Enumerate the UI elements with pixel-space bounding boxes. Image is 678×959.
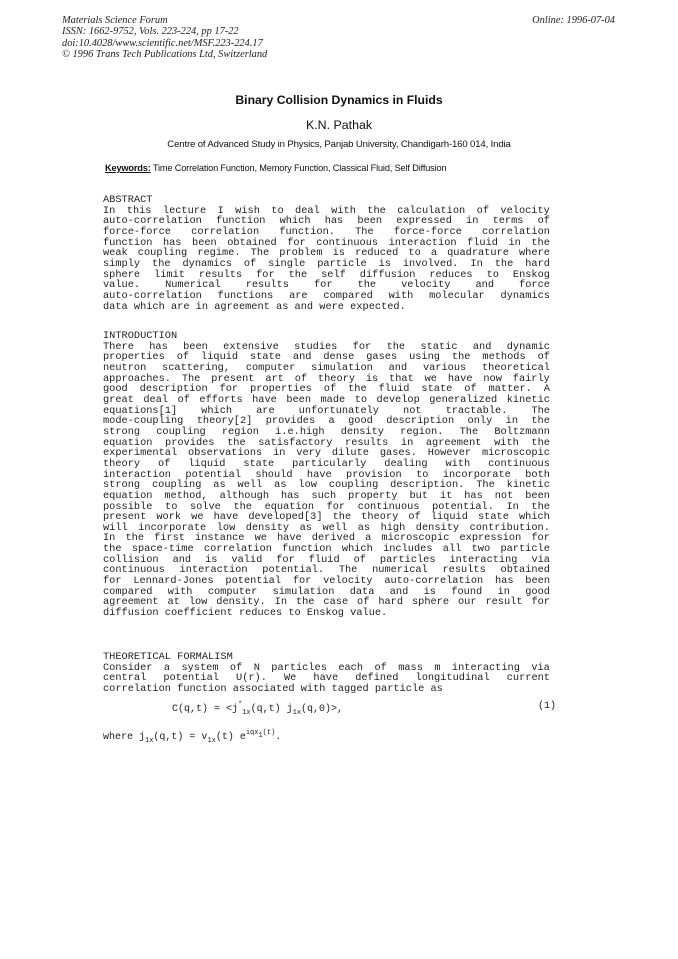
abstract-body — [103, 206, 550, 313]
text-line: great deal of efforts have been made to develop generalized kinetic — [103, 393, 550, 406]
author-name: K.N. Pathak — [305, 118, 373, 132]
text-line: for Lennard-Jones potential for velocity auto-correlation has been — [103, 575, 550, 588]
text-line: Consider a system of N particles each of mass m interacting via — [103, 661, 550, 674]
text-line: equations[1] which are unfortunately not tractable. The — [103, 404, 550, 417]
text-line: strong coupling as well as low coupling description. The kinetic — [103, 479, 550, 492]
text-line: value. Numerical results for the velocity and force — [103, 279, 550, 292]
abstract-heading: ABSTRACT — [103, 194, 153, 206]
text-line: neutron scattering, computer simulation and various theoretical — [103, 361, 550, 374]
text-line: properties of liquid state and dense gases using the methods of — [103, 351, 550, 364]
author-affiliation: Centre of Advanced Study in Physics, Panjab University, Chandigarh-160 014, India — [167, 139, 511, 150]
text-line: correlation function associated with tagged particle as — [103, 682, 443, 695]
introduction-section — [103, 331, 550, 619]
text-line: weak coupling regime. The problem is reduced to a quadrature where — [103, 247, 550, 260]
text-line: mode-coupling theory[2] provides a good description only in the — [103, 415, 550, 428]
theory-body — [103, 663, 550, 695]
text-line: simply the dynamics of single particle is involved. In the hard — [103, 257, 550, 270]
where-clause: where $j_{1x}(q,t) = v_{1x}(t)$ $e^{iqx_1(t)}$. — [103, 729, 282, 745]
paper-title: Binary Collision Dynamics in Fluids — [235, 93, 443, 107]
text-line: data which are in agreement as and were expected. — [103, 300, 406, 313]
text-line: equation provides the satisfactory results in agreement with the — [103, 436, 550, 449]
text-line: There has been extensive studies for the static and dynamic — [103, 340, 550, 353]
text-line: auto-correlation function which has been expressed in terms of — [103, 215, 550, 228]
text-line: In the first instance we have derived a microscopic expression for — [103, 532, 550, 545]
text-line: function has been obtained for continuous interaction fluid in the — [103, 236, 550, 249]
text-line: compared with computer simulation data and is found in good — [103, 585, 550, 598]
text-line: interaction potential should have provision to incorporate both — [103, 468, 550, 481]
issn-line: ISSN: 1662-9752, Vols. 223-224, pp 17-22 — [62, 26, 239, 38]
text-line: strong coupling region i.e.high density region. The Boltzmann — [103, 425, 550, 438]
citation-header — [62, 15, 267, 60]
online-date: Online: 1996-07-04 — [532, 15, 615, 26]
text-line: force-force correlation function. The force-force correlation — [103, 225, 550, 238]
text-line: present work we have developed[3] the theory of liquid state which — [103, 511, 550, 524]
text-line: collision and is valid for fluid of particles interacting via — [103, 553, 550, 566]
text-line: sphere limit results for the self diffusion reduces to Enskog — [103, 268, 550, 281]
text-line: approaches. The present art of theory is that we have now fairly — [103, 372, 550, 385]
text-line: theory of liquid state particularly dealing with continuous — [103, 457, 550, 470]
text-line: good description for properties of the fluid state of matter. A — [103, 383, 550, 396]
text-line: auto-correlation functions are compared with molecular dynamics — [103, 289, 550, 302]
text-line: diffusion coefficient reduces to Enskog value. — [103, 607, 388, 620]
keywords-text: Time Correlation Function, Memory Function, Classical Fluid, Self Diffusion — [150, 163, 447, 173]
text-line: In this lecture I wish to deal with the calculation of velocity — [103, 204, 550, 217]
text-line: continuous interaction potential. The numerical results obtained — [103, 564, 550, 577]
text-line: agreement at low density. In the case of hard sphere our result for — [103, 596, 550, 609]
text-line: possible to solve the equation for continuous potential. In the — [103, 500, 550, 513]
journal-name: Materials Science Forum — [62, 15, 168, 26]
equation-number: (1) — [538, 701, 557, 712]
keywords-line — [105, 163, 446, 173]
theory-section — [103, 652, 550, 695]
theory-heading: THEORETICAL FORMALISM — [103, 651, 233, 663]
equation-1: $C(q,t) = <j^*_{1x}(q,t)$ $j_{1x}(q,0)>$, — [172, 701, 344, 717]
copyright-line: © 1996 Trans Tech Publications Ltd, Switzerland — [62, 48, 268, 60]
keywords-label: Keywords: — [105, 163, 151, 173]
doi-line[interactable]: doi:10.4028/www.scientific.net/MSF.223-224.17 — [62, 37, 263, 49]
text-line: central potential U(r). We have defined longitudinal current — [103, 672, 550, 685]
text-line: experimental observations in very dilute gases. However microscopic — [103, 447, 550, 460]
text-line: will incorporate low density as well as high density contribution. — [103, 521, 550, 534]
text-line: the space-time correlation function which includes all two particle — [103, 543, 550, 556]
introduction-body — [103, 342, 550, 619]
abstract-section — [103, 195, 550, 312]
introduction-heading: INTRODUCTION — [103, 330, 178, 342]
text-line: equation method, although has such property but it has not been — [103, 489, 550, 502]
